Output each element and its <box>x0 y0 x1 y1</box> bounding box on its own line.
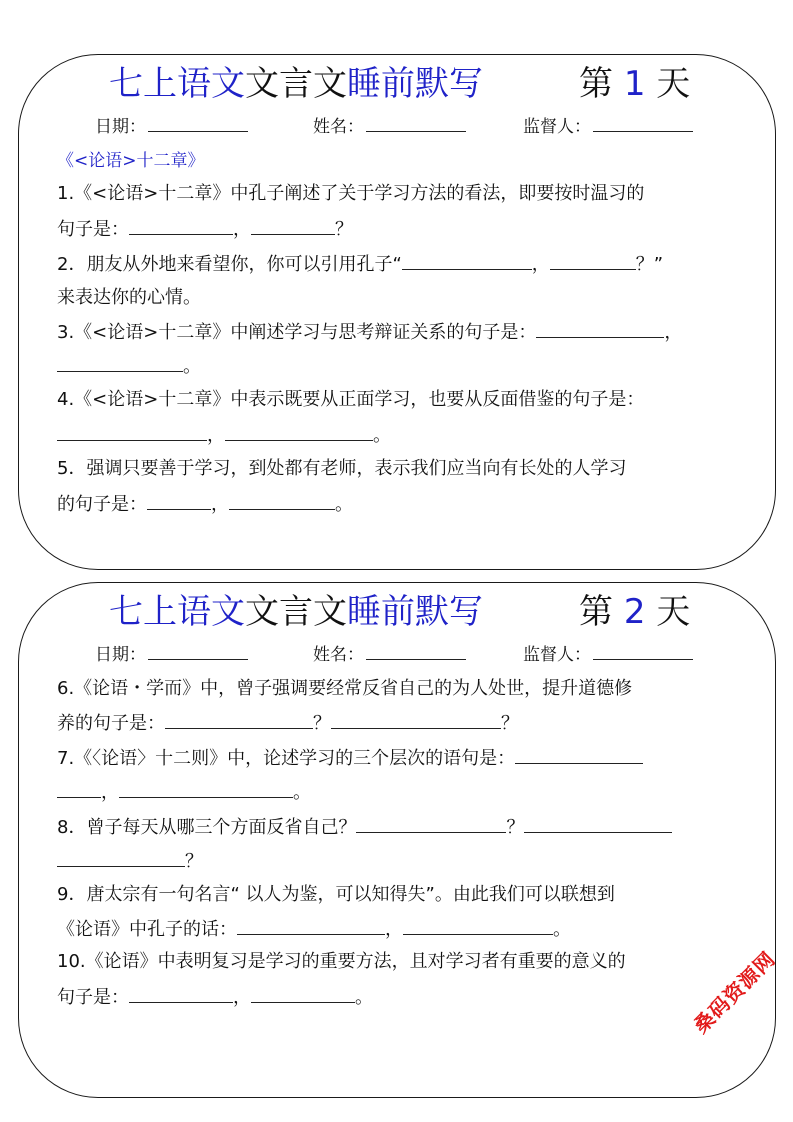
question-3-line-2: 。 <box>57 354 745 379</box>
question-7-line-2: ， 。 <box>57 780 745 805</box>
date-field[interactable]: 日期： <box>95 643 248 667</box>
card-title <box>109 589 483 635</box>
answer-blank[interactable] <box>57 423 207 441</box>
answer-blank[interactable] <box>237 917 385 935</box>
answer-blank[interactable] <box>57 780 101 798</box>
info-row <box>19 115 775 139</box>
title-grade: 七上语文 <box>109 592 245 632</box>
section-title: 《<论语>十二章》 <box>57 151 205 171</box>
answer-blank[interactable] <box>356 815 506 833</box>
answer-blank[interactable] <box>57 354 183 372</box>
question-10-line-2: 句子是： ， 。 <box>57 987 373 1008</box>
answer-blank[interactable] <box>229 492 335 510</box>
answer-blank[interactable] <box>402 252 532 270</box>
question-1-line-2: 句子是： ， ？ <box>57 219 353 240</box>
title-subject: 文言文 <box>245 592 347 632</box>
answer-blank[interactable] <box>524 815 672 833</box>
card-title-row <box>19 589 775 635</box>
worksheet-card-day-2 <box>18 582 776 1098</box>
info-row <box>19 643 775 667</box>
watermark: 桑码资源网 <box>688 946 781 1038</box>
date-field[interactable]: 日期： <box>95 115 248 139</box>
name-field[interactable]: 姓名： <box>313 643 466 667</box>
answer-blank[interactable] <box>331 711 501 729</box>
question-1-line-1: 1.《<论语>十二章》中孔子阐述了关于学习方法的看法，即要按时温习的 <box>57 183 645 204</box>
question-2-line-2: 来表达你的心情。 <box>57 287 201 308</box>
day-number: 2 <box>623 592 646 632</box>
name-field[interactable]: 姓名： <box>313 115 466 139</box>
title-task: 睡前默写 <box>347 592 483 632</box>
question-8-line-2: ？ <box>57 849 745 874</box>
supervisor-field[interactable]: 监督人： <box>523 115 693 139</box>
answer-blank[interactable] <box>57 849 185 867</box>
question-2-line-1: 2．朋友从外地来看望你，你可以引用孔子“ ， ？” <box>57 254 664 275</box>
day-label: 第 2 天 <box>579 592 691 632</box>
question-3-line-1: 3.《<论语>十二章》中阐述学习与思考辩证关系的句子是： ， <box>57 322 683 343</box>
day-number: 1 <box>623 64 646 104</box>
answer-blank[interactable] <box>119 780 293 798</box>
question-10-line-1: 10.《论语》中表明复习是学习的重要方法，且对学习者有重要的意义的 <box>57 951 626 972</box>
question-4-line-2: ， 。 <box>57 423 745 448</box>
question-7-line-1: 7.《〈论语〉十二则》中，论述学习的三个层次的语句是： <box>57 746 745 771</box>
answer-blank[interactable] <box>225 423 373 441</box>
title-subject: 文言文 <box>245 64 347 104</box>
question-9-line-1: 9．唐太宗有一句名言“ 以人为鉴，可以知得失”。由此我们可以联想到 <box>57 884 615 905</box>
day-label: 第 1 天 <box>579 64 691 104</box>
answer-blank[interactable] <box>147 492 211 510</box>
answer-blank[interactable] <box>536 320 664 338</box>
question-5-line-2: 的句子是： ， 。 <box>57 494 353 515</box>
answer-blank[interactable] <box>251 985 355 1003</box>
answer-blank[interactable] <box>129 985 233 1003</box>
answer-blank[interactable] <box>403 917 553 935</box>
question-4-line-1: 4.《<论语>十二章》中表示既要从正面学习，也要从反面借鉴的句子是： <box>57 389 645 410</box>
answer-blank[interactable] <box>165 711 313 729</box>
answer-blank[interactable] <box>129 217 233 235</box>
answer-blank[interactable] <box>550 252 636 270</box>
question-6-line-1: 6.《论语・学而》中，曾子强调要经常反省自己的为人处世，提升道德修 <box>57 678 633 699</box>
card-title-row <box>19 61 775 107</box>
supervisor-field[interactable]: 监督人： <box>523 643 693 667</box>
worksheet-card-day-1 <box>18 54 776 570</box>
question-6-line-2: 养的句子是： ？ ？ <box>57 713 519 734</box>
answer-blank[interactable] <box>251 217 335 235</box>
question-5-line-1: 5．强调只要善于学习，到处都有老师，表示我们应当向有长处的人学习 <box>57 458 627 479</box>
question-8-line-1: 8．曾子每天从哪三个方面反省自己？ ？ <box>57 815 745 840</box>
answer-blank[interactable] <box>515 746 643 764</box>
title-task: 睡前默写 <box>347 64 483 104</box>
title-grade: 七上语文 <box>109 64 245 104</box>
card-title <box>109 61 483 107</box>
question-9-line-2: 《论语》中孔子的话： ， 。 <box>57 919 571 940</box>
